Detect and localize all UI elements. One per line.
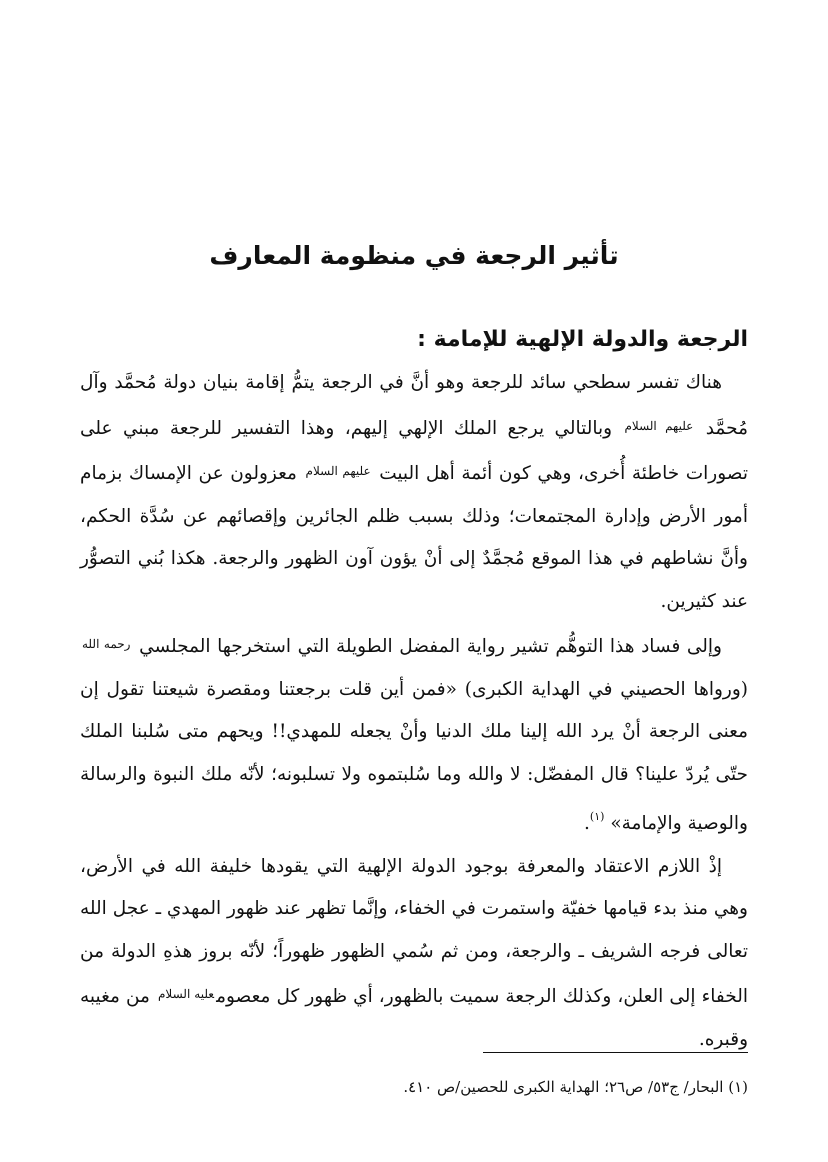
paragraph-2-text-b: (ورواها الحصيني في الهداية الكبرى) «فمن أين قلت برجعتنا ومقصرة شيعتنا تقول إن معنى الرجعة أنْ يرد الله إلينا ملك الدنيا وأنْ يجعله للمهدي!! ويحهم متى سُلبنا الملك حتّى يُردّ علينا؟ قال المفضّل: لا والله وما سُلبتموه ولا تسلبونه؛ لأنّه ملك النبوة والرسالة والوصية والإمامة»: [80, 678, 748, 834]
footnote: (١) البحار/ ج٥٣/ ص٢٦؛ الهداية الكبرى للحصين/ص ٤١٠.: [403, 1078, 748, 1096]
paragraph-3-text-b: من مغيبه وقبره.: [80, 986, 748, 1050]
honorific-symbol: رحمه الله: [82, 637, 131, 651]
section-heading: الرجعة والدولة الإلهية للإمامة :: [417, 327, 748, 352]
paragraph-1-text-b: وبالتالي يرجع الملك الإلهي إليهم، وهذا التفسير للرجعة مبني على تصورات خاطئة أُخرى، وهي كون أئمة أهل البيت: [80, 417, 748, 484]
paragraph-1-text-c: معزولون عن الإمساك بزمام أمور الأرض وإدارة المجتمعات؛ وذلك بسبب ظلم الجائرين وإقصائهم عن سُدَّة الحكم، وأنَّ نشاطهم في هذا الموقع مُجمَّدٌ إلى أنْ يؤون آون الظهور والرجعة. هكذا بُني التصوُّر عند كثيرين.: [80, 463, 748, 612]
body-text: [80, 362, 748, 1061]
paragraph-1: [80, 362, 748, 623]
honorific-symbol: عليهم السلام: [305, 464, 371, 478]
paragraph-2-text-a: وإلى فساد هذا التوهُّم تشير رواية المفضل الطويلة التي استخرجها المجلسي: [139, 636, 722, 657]
footnote-reference: (١): [589, 810, 605, 823]
paragraph-3-text-a: إذْ اللازم الاعتقاد والمعرفة بوجود الدولة الإلهية التي يقودها خليفة الله في الأرض، وهي منذ بدء قيامها خفيّة واستمرت في الخفاء، وإنَّما تظهر عند ظهور المهدي ـ عجل الله تعالى فرجه الشريف ـ والرجعة، ومن ثم سُمي الظهور ظهوراً؛ لأنّه بروز هذهِ الدولة من الخفاء إلى العلن، وكذلك الرجعة سميت بالظهور، أي ظهور كل معصوم: [80, 855, 748, 1007]
footnote-separator: [483, 1052, 748, 1053]
chapter-title: تأثير الرجعة في منظومة المعارف: [209, 241, 619, 270]
paragraph-2: وإلى فساد هذا التوهُّم تشير رواية المفضل الطويلة التي استخرجها المجلسي $^{رحمه الله}$ (ورواها الحصيني في الهداية الكبرى) «فمن أين قلت برجعتنا ومقصرة شيعتنا تقول إن معنى الرجعة أنْ يرد الله إلينا ملك الدنيا وأنْ يجعله للمهدي!! ويحهم متى سُلبنا الملك حتّى يُردّ علينا؟ قال المفضّل: لا والله وما سُلبتموه ولا تسلبونه؛ لأنّه ملك النبوة والرسالة والوصية والإمامة» $^{(١)}$.: [80, 636, 748, 834]
paragraph-3: [80, 846, 748, 1062]
honorific-symbol: عليهم السلام: [624, 418, 694, 433]
honorific-symbol: عليه السلام: [158, 987, 215, 1001]
paragraph-1-text-a: هناك تفسر سطحي سائد للرجعة وهو أنَّ في الرجعة يتمُّ إقامة بنيان دولة مُحمَّد وآل مُحمَّد: [80, 372, 748, 439]
